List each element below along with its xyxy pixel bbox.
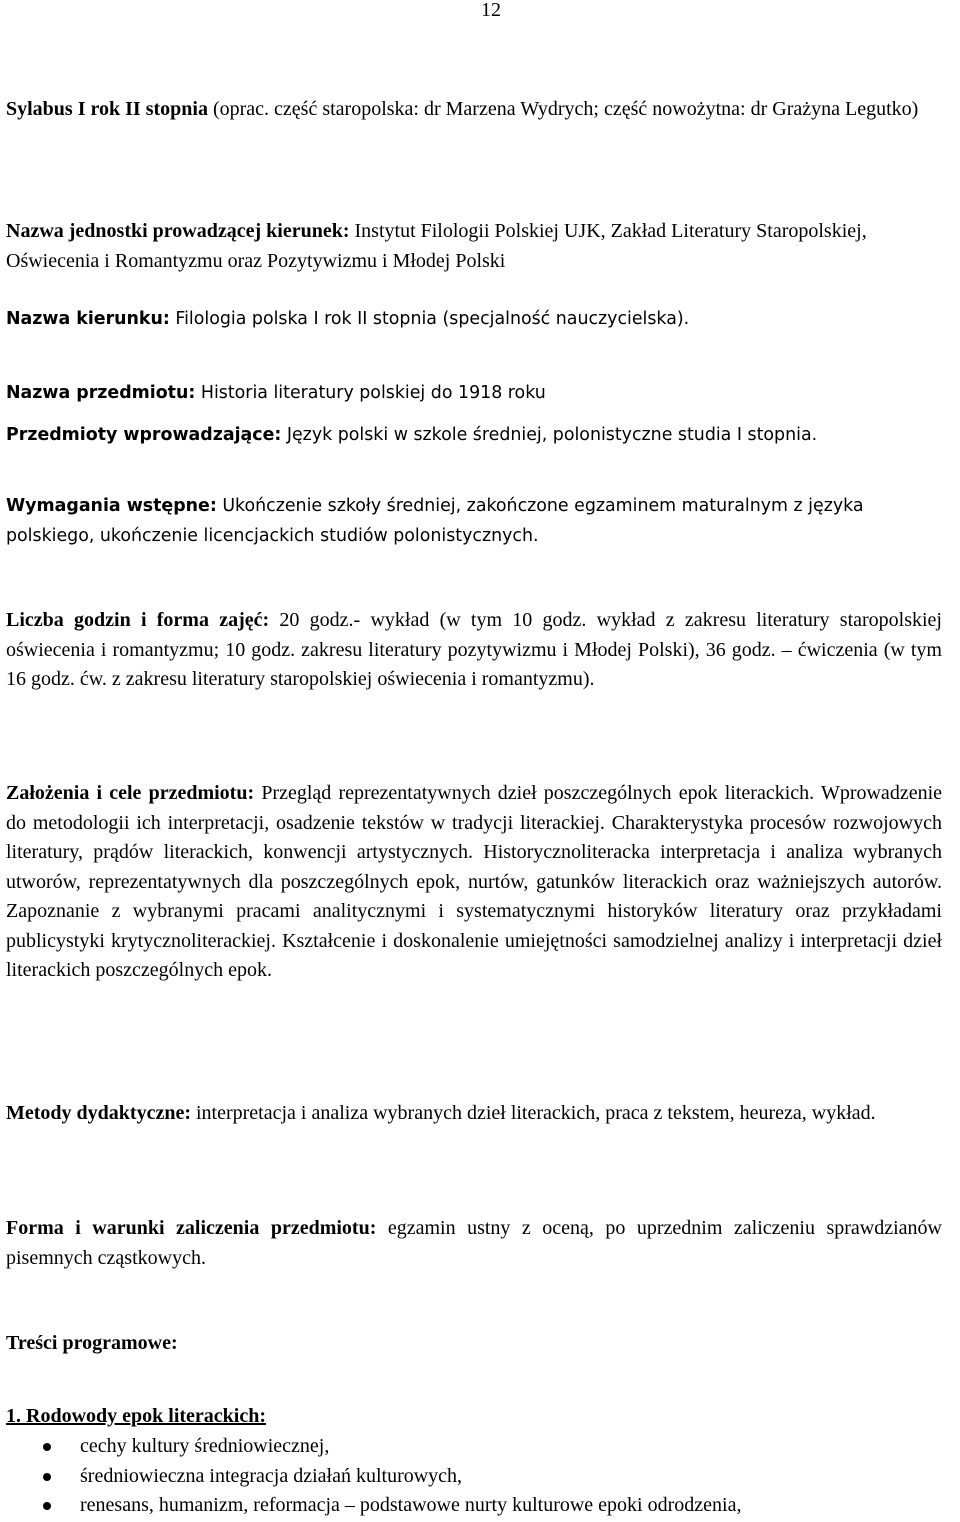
subject-value: Historia literatury polskiej do 1918 roku	[195, 383, 546, 403]
intro-subjects-value: Język polski w szkole średniej, polonistyczne studia I stopnia.	[281, 425, 818, 445]
requirements-paragraph	[6, 492, 942, 551]
list-item	[6, 1491, 942, 1521]
field-value: Filologia polska I rok II stopnia (specjalność nauczycielska).	[169, 309, 690, 329]
field-paragraph	[6, 305, 942, 335]
subject-label: Nazwa przedmiotu:	[6, 383, 196, 403]
goals-label: Założenia i cele przedmiotu:	[6, 782, 255, 804]
goals-value: Przegląd reprezentatywnych dzieł poszczególnych epok literackich. Wprowadzenie do metodologii ich interpretacji, osadzenie tekstów w tradycji literackiej. Charakterystyka procesów rozwojowych literatury, prądów literackich, konwencji artystycznych. Historycznoliteracka interpretacja i analiza wybranych utworów, reprezentatywnych dla poszczególnych epok, nurtów, gatunków literackich oraz ważniejszych autorów. Zapoznanie z wybranymi pracami analitycznymi i systematycznymi historyków literatury oraz przykładami publicystyki krytycznoliterackiej. Kształcenie i doskonalenie umiejętności samodzielnej analizy i interpretacji dzieł literackich poszczególnych epok.	[6, 782, 942, 981]
assessment-label: Forma i warunki zaliczenia przedmiotu:	[6, 1217, 377, 1239]
syllabus-authors: (oprac. część staropolska: dr Marzena Wydrych; część nowożytna: dr Grażyna Legutko)	[207, 98, 919, 120]
program-bullet-list	[6, 1432, 942, 1521]
subject-paragraph	[6, 379, 942, 409]
list-item	[6, 1462, 942, 1492]
intro-subjects-paragraph	[6, 421, 942, 451]
program-heading-paragraph	[6, 1329, 942, 1359]
page-number: 12	[481, 0, 501, 21]
program-heading: Treści programowe:	[6, 1332, 178, 1354]
list-item-text: średniowieczna integracja działań kulturowych,	[80, 1464, 463, 1487]
requirements-value: Ukończenie szkoły średniej, zakończone egzaminem maturalnym z języka polskiego, ukończenie licencjackich studiów polonistycznych.	[6, 496, 864, 546]
methods-label: Metody dydaktyczne:	[6, 1102, 191, 1124]
list-item	[6, 1432, 942, 1462]
bullet-icon	[43, 1473, 51, 1481]
hours-value: 20 godz.- wykład (w tym 10 godz. wykład z zakresu literatury staropolskiej oświecenia i romantyzmu; 10 godz. zakresu literatury pozytywizmu i Młodej Polski), 36 godz. – ćwiczenia (w tym 16 godz. ćw. z zakresu literatury staropolskiej oświecenia i romantyzmu).	[6, 609, 942, 690]
assessment-paragraph	[6, 1214, 942, 1273]
section-1-title: 1. Rodowody epok literackich:	[6, 1405, 266, 1427]
unit-label: Nazwa jednostki prowadzącej kierunek:	[6, 220, 350, 242]
list-item-text: cechy kultury średniowiecznej,	[80, 1435, 330, 1457]
goals-paragraph	[6, 779, 942, 986]
syllabus-header	[6, 95, 942, 125]
bullet-icon	[43, 1502, 51, 1510]
bullet-icon	[43, 1443, 51, 1451]
methods-value: interpretacja i analiza wybranych dzieł literackich, praca z tekstem, heureza, wykład.	[190, 1102, 876, 1124]
hours-label: Liczba godzin i forma zajęć:	[6, 609, 270, 631]
requirements-label: Wymagania wstępne:	[6, 496, 217, 516]
intro-subjects-label: Przedmioty wprowadzające:	[6, 425, 282, 445]
hours-paragraph	[6, 606, 942, 695]
list-item-text: renesans, humanizm, reformacja – podstawowe nurty kulturowe epoki odrodzenia,	[80, 1494, 742, 1516]
unit-value: Instytut Filologii Polskiej UJK, Zakład Literatury Staropolskiej, Oświecenia i Romantyzmu oraz Pozytywizmu i Młodej Polski	[6, 220, 867, 272]
unit-paragraph	[6, 217, 942, 276]
assessment-value: egzamin ustny z oceną, po uprzednim zaliczeniu sprawdzianów pisemnych cząstkowych.	[6, 1217, 942, 1269]
syllabus-title: Sylabus I rok II stopnia	[6, 98, 208, 120]
field-label: Nazwa kierunku:	[6, 309, 170, 329]
section-1-paragraph	[6, 1402, 942, 1432]
methods-paragraph	[6, 1099, 942, 1129]
